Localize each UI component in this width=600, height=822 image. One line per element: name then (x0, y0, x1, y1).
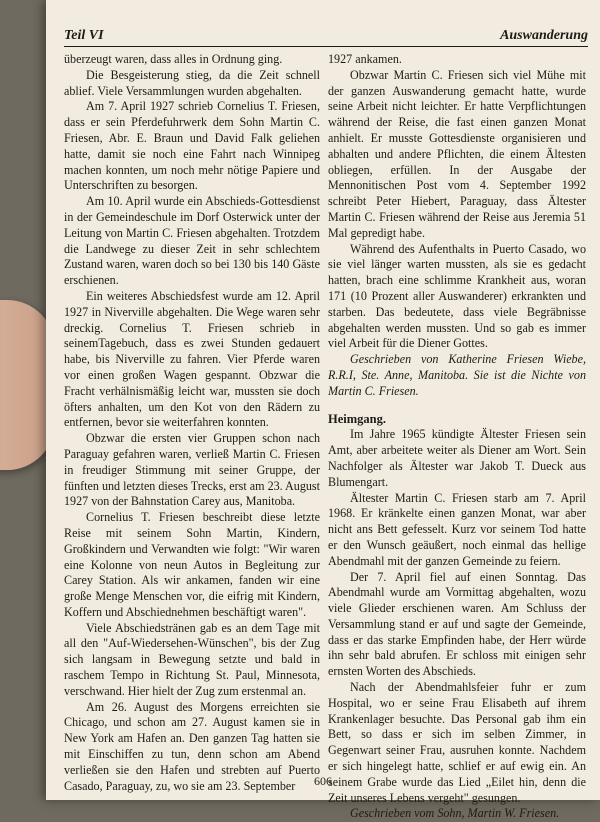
paragraph: Ein weiteres Abschiedsfest wurde am 12. April 1927 in Niverville abgehalten. Die Wege waren sehr dreckig. Cornelius T. Friesen schrieb in seinemTagebuch, dass es zwei Stunden gedauert habe, bis Niverville zu fahren. Vier Pferde waren vor einen großen Wagen gespannt. Obzwar die Fracht verhälnismäßig leicht war, mussten sie doch öfters anhalten, um den Kot von den Rädern zu entfernen, bevor sie weiterfahren konnten. (64, 288, 320, 430)
author-citation: Geschrieben von Katherine Friesen Wiebe, R.R.I, Ste. Anne, Manitoba. Sie ist die Nichte von Martin C. Friesen. (328, 352, 586, 398)
paragraph: Der 7. April fiel auf einen Sonntag. Das Abendmahl wurde am Vormittag abgehalten, wozu viele Glieder erschienen waren. Am Schluss der Versammlung stand er auf und sagte der Gemeinde, dass er das starke Empfinden habe, der Herr würde ihn sehr bald abrufen. Er schloss mit einigen sehr ernsten Worten des Abschieds. (328, 569, 586, 679)
header-section: Teil VI (64, 28, 104, 43)
book-page (46, 0, 600, 821)
paragraph: überzeugt waren, dass alles in Ordnung ging. (64, 52, 283, 66)
right-column (328, 52, 586, 822)
header-chapter: Auswanderung (500, 28, 588, 43)
paragraph: Viele Abschiedstränen gab es an dem Tage mit all den "Auf-Wiedersehen-Wünschen", bis der Zug sich langsam in Bewegung setzte und bald in raschem Tempo in Richtung St. Paul, Minnesota, verschwand. Hier hielt der Zug zum erstenmal an. (64, 620, 320, 698)
paragraph: Im Jahre 1965 kündigte Ältester Friesen sein Amt, aber arbeitete weiter als Diener am Wort. Sein Nachfolger als Ältester war Jakob T. Dueck aus Blumengart. (328, 427, 586, 489)
paragraph: Am 7. April 1927 schrieb Cornelius T. Friesen, dass er sein Pferdefuhrwerk dem Sohn Martin C. Friesen, Abr. E. Braun und David Falk geliehen hatte, damit sie noch eine Fahrt nach Winnipeg machen konnten, um noch mehr nötige Papiere und Unterschriften zu besorgen. (64, 99, 320, 193)
author-citation: Geschrieben vom Sohn, Martin W. Friesen. (350, 806, 560, 821)
paragraph: Die Besgeisterung stieg, da die Zeit schnell ablief. Viele Versammlungen wurden abgehalten. (64, 67, 320, 98)
paragraph: Obzwar Martin C. Friesen sich viel Mühe mit der ganzen Auswanderung gemacht hatte, wurde seine Arbeit nicht leichter. Er hatte Verpflichtungen während der Reise, die fast einen ganzen Monat anhielt. Er musste Gottesdienste organisieren und abhalten und andere Pflichten, die einem Ältesten obliegen, erfüllen. In der Ausgabe der Mennonitischen Post vom 4. September 1992 schreibt Peter Hiebert, Paraguay, dass Ältester Martin C. Friesen während der Reise aus Jeremia 51 Mal gepredigt habe. (328, 67, 586, 240)
paragraph: Ältester Martin C. Friesen starb am 7. April 1968. Er kränkelte einen ganzen Monat, war aber nicht ans Bett gefesselt. Kurz vor seinem Tod hatte er den Wunsch geäußert, noch einmal das hellige Abendmahl mit der ganzen Gemeinde zu feiern. (328, 490, 586, 568)
paragraph: Am 26. August des Morgens erreichten sie Chicago, und schon am 27. August kamen sie in New York am Hafen an. Den ganzen Tag hatten sie mit Einschiffen zu tun, denn schon am Abend verließen sie den Hafen und strebten auf Puerto Casado, Paraguay, zu, wo sie am 23. September (64, 699, 320, 793)
paragraph: Obzwar die ersten vier Gruppen schon nach Paraguay gefahren waren, verließ Martin C. Friesen in freudiger Stimmung mit seiner Gruppe, der fünften und letzten dieses Trecks, erst am 23. August 1927 von der Bahnstation Carey aus, Manitoba. (64, 431, 320, 509)
paragraph: Während des Aufenthalts in Puerto Casado, wo sie viel länger warten mussten, als sie es gedacht hatten, brach eine schlimme Krankheit aus, woran 171 (10 Prozent aller Auswanderer) erkrankten und starben. Das bedeutete, dass viele Begräbnisse abgehalten werden mussten. Und so gab es immer viel Arbeit für die Diener Gottes. (328, 241, 586, 351)
section-heading: Heimgang. (328, 411, 386, 426)
paragraph: Nach der Abendmahlsfeier fuhr er zum Hospital, wo er seine Frau Elisabeth auf ihrem Krankenlager besuchte. Das Personal gab ihm ein Bett, so dass er sich im selben Zimmer, in Gegenwart seiner Frau, ausruhen konnte. Nachdem er sich hingelegt hatte, schlief er auf ewig ein. An seinem Grabe wurde das Lied „Eilet hin, denn die Zeit unseres Lebens vergeht" gesungen. (328, 680, 586, 805)
left-column (64, 52, 320, 794)
page-number: 606 (314, 774, 332, 788)
paragraph: 1927 ankamen. (328, 52, 402, 66)
running-header (64, 26, 588, 47)
paragraph: Am 10. April wurde ein Abschieds-Gottesdienst in der Gemeindeschule im Dorf Osterwick unter der Leitung von Martin C. Friesen abgehalten. Trotzdem die Landwege zu dieser Zeit in sehr schlechtem Zustand waren, waren doch so bei 130 bis 140 Gäste erschienen. (64, 194, 320, 288)
paragraph: Cornelius T. Friesen beschreibt diese letzte Reise mit seinem Sohn Martin, Kindern, Großkindern und Verwandten wie folgt: "Wir waren eine Kolonne von neun Autos in Begleitung zur Carey Station. Als wir ankamen, fanden wir eine große Menge Menschen vor, die eifrig mit Kindern, Koffern und Abschiednehmen beschäftigt waren". (64, 510, 320, 619)
